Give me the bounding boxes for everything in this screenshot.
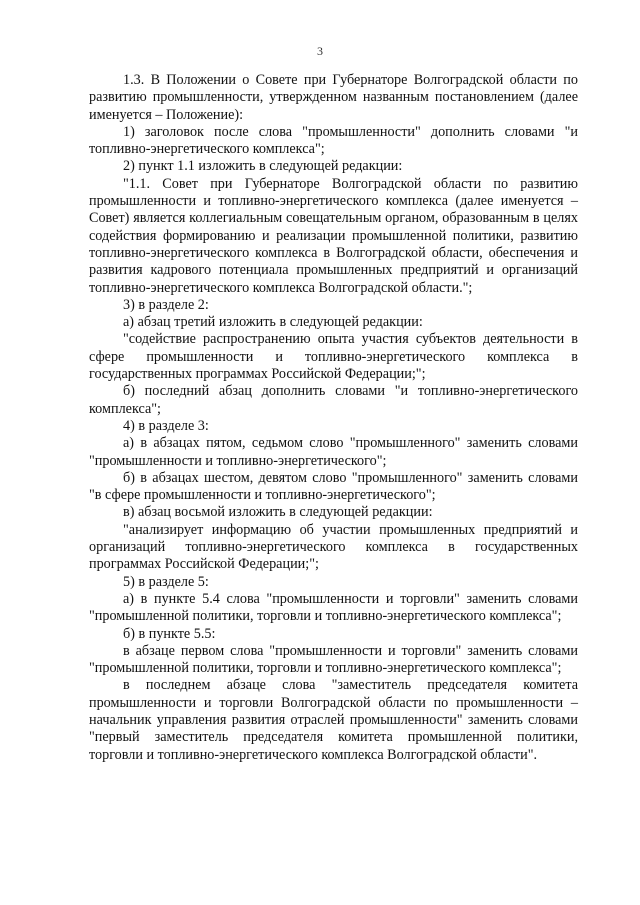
paragraph: а) в абзацах пятом, седьмом слово "промышленного" заменить словами "промышленности и топливно-энергетического"; (89, 435, 578, 469)
paragraph: б) в пункте 5.5: (123, 625, 216, 642)
paragraph: б) последний абзац дополнить словами "и топливно-энергетического комплекса"; (89, 383, 578, 417)
paragraph: б) в абзацах шестом, девятом слово "промышленного" заменить словами "в сфере промышленности и топливно-энергетического"; (89, 469, 578, 504)
page-number: 3 (317, 44, 323, 58)
paragraph: а) в пункте 5.4 слова "промышленности и торговли" заменить словами "промышленной политики, торговли и топливно-энергетического комплекса"; (89, 590, 578, 625)
paragraph: "содействие распространению опыта участия субъектов деятельности в сфере промышленности и топливно-энергетического комплекса в государственных программах Российской Федерации;"; (89, 331, 578, 383)
paragraph: "анализирует информацию об участии промышленных предприятий и организаций топливно-энергетического комплекса в государственных программах Российской Федерации;"; (89, 521, 578, 573)
paragraph: "1.1. Совет при Губернаторе Волгоградской области по развитию промышленности и топливно-энергетического комплекса (далее именуется – Совет) является коллегиальным совещательным органом, образованным в целях содействия формированию и реализации промышленной политики, развитию топливно-энергетического комплекса в Волгоградской области, обеспечения и развития кадрового потенциала промышленных предприятий и организаций топливно-энергетического комплекса Волгоградской области."; (89, 175, 578, 296)
paragraph: 1.3. В Положении о Совете при Губернаторе Волгоградской области по развитию промышленности, утвержденном названным постановлением (далее именуется – Положение): (89, 72, 578, 123)
paragraph: 3) в разделе 2: (123, 296, 209, 313)
paragraph: в) абзац восьмой изложить в следующей редакции: (123, 504, 433, 521)
paragraph: а) абзац третий изложить в следующей редакции: (123, 314, 423, 331)
paragraph: в абзаце первом слова "промышленности и торговли" заменить словами "промышленной политики, торговли и топливно-энергетического комплекса"; (89, 642, 578, 677)
paragraph: в последнем абзаце слова "заместитель председателя комитета промышленности и торговли Волгоградской области по промышленности – начальник управления развития отраслей промышленности" заменить словами "первый заместитель председателя комитета промышленной политики, торговли и топливно-энергетического комплекса Волгоградской области". (89, 677, 578, 763)
paragraph: 5) в разделе 5: (123, 573, 209, 590)
paragraph: 2) пункт 1.1 изложить в следующей редакции: (123, 158, 403, 175)
document-body (89, 72, 578, 764)
paragraph: 1) заголовок после слова "промышленности" дополнить словами "и топливно-энергетического комплекса"; (89, 123, 578, 158)
paragraph: 4) в разделе 3: (123, 417, 209, 434)
